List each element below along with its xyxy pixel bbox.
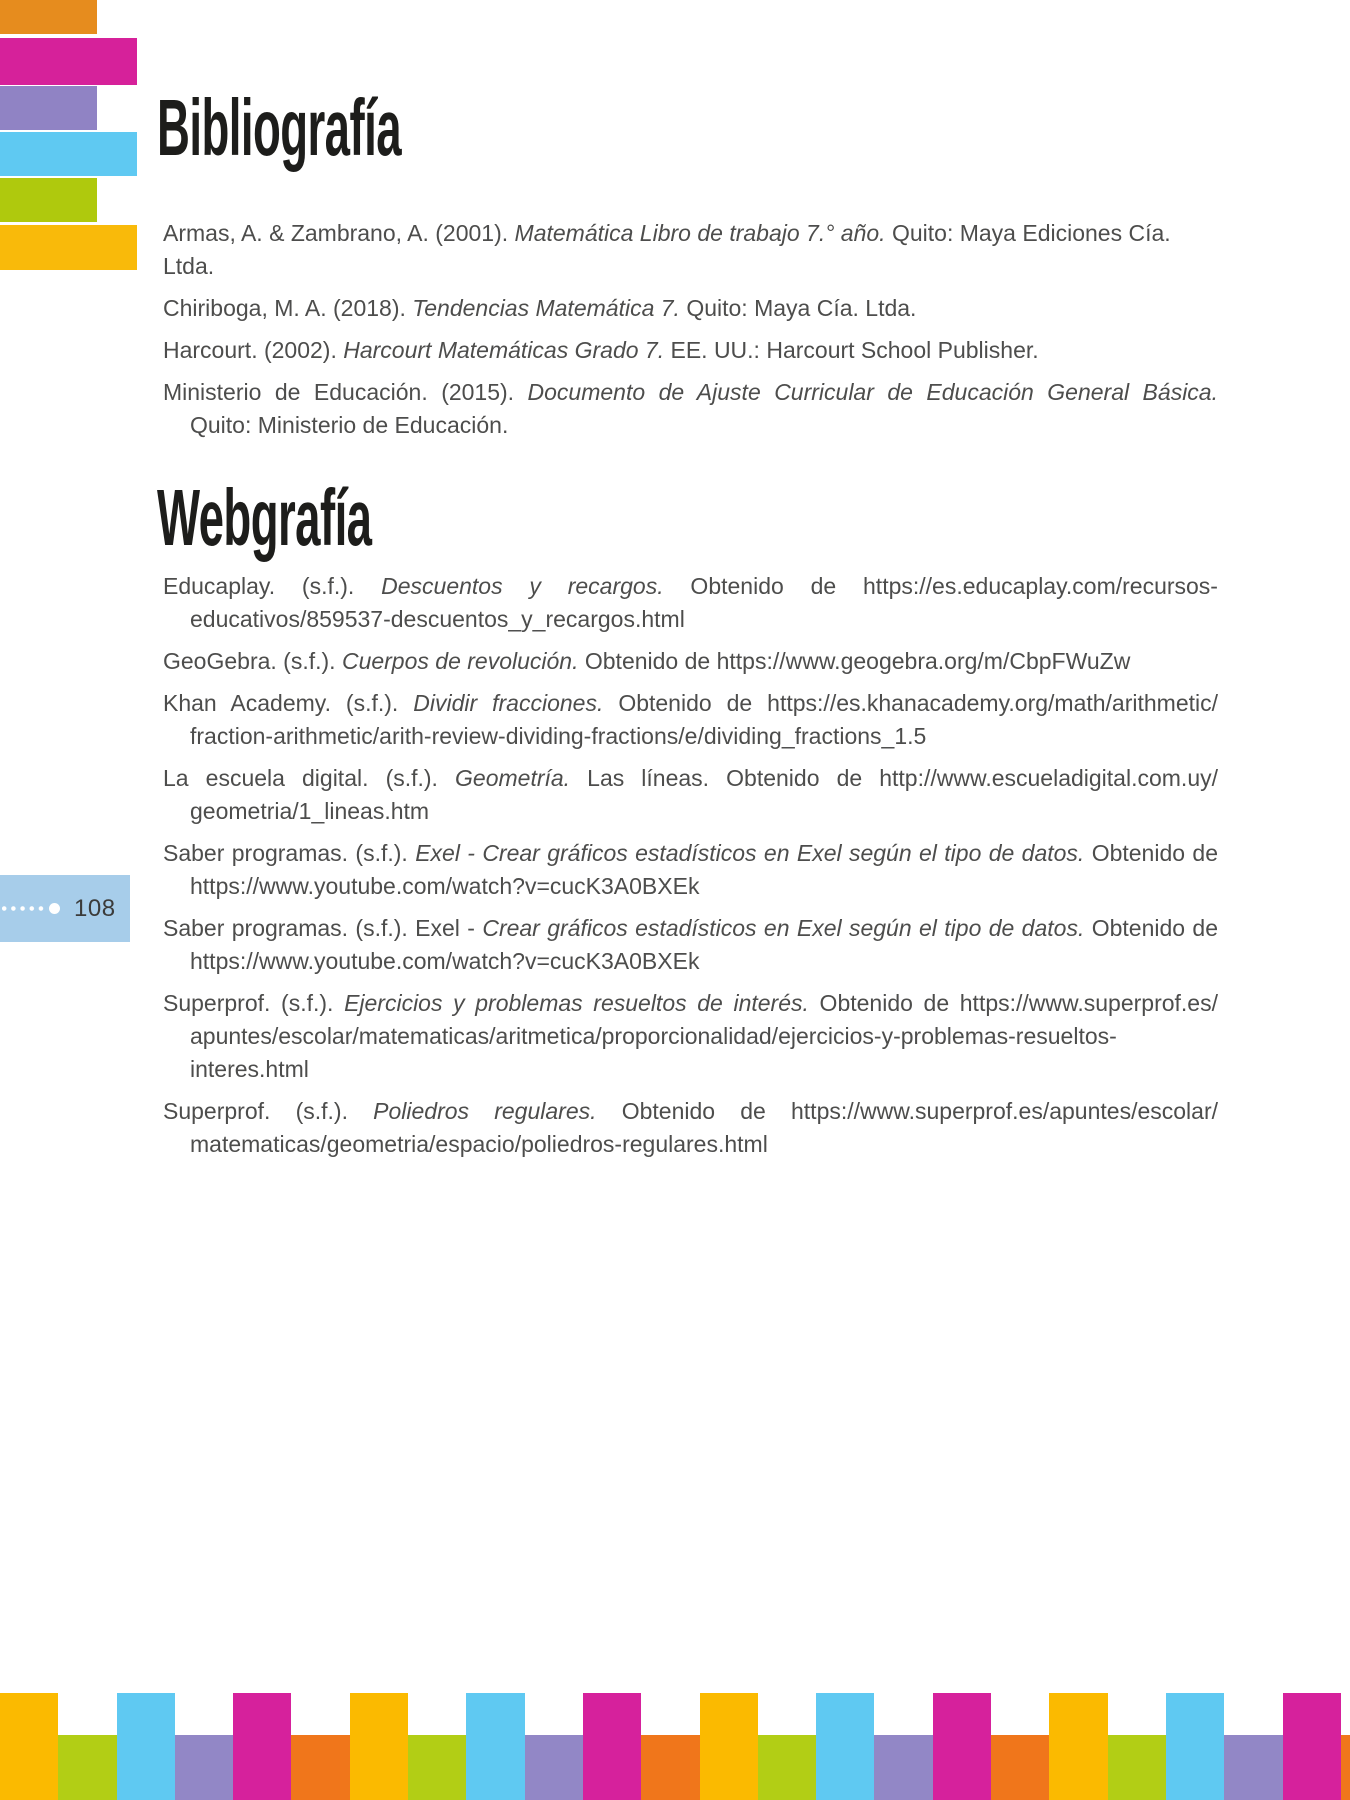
reference-title-italic: Poliedros regulares. [373, 1098, 597, 1124]
reference-title-italic: Geometría. [455, 765, 571, 791]
reference-text: Obtenido de [1084, 840, 1218, 866]
reference-entry [163, 376, 1218, 442]
reference-line [163, 409, 1218, 442]
footer-bar-short [175, 1735, 233, 1800]
reference-text: Obtenido de [1084, 915, 1219, 941]
reference-entry [163, 292, 1218, 325]
footer-color-bars [0, 1693, 1350, 1800]
reference-title-italic: Tendencias Matemática 7. [412, 295, 680, 321]
reference-entry [163, 912, 1218, 978]
reference-title-italic: Matemática Libro de trabajo 7.° año. [514, 220, 886, 246]
footer-bar-short [641, 1735, 699, 1800]
reference-entry [163, 570, 1218, 636]
reference-line [163, 870, 1218, 903]
reference-line [163, 217, 1218, 283]
bibliografia-heading: Bibliografía [157, 83, 401, 172]
reference-text: Ministerio de Educación. (2015). [163, 379, 528, 405]
footer-bar-tall [816, 1693, 874, 1800]
reference-title-italic: Ejercicios y problemas resueltos de interés. [344, 990, 809, 1016]
reference-text: Harcourt. (2002). [163, 337, 344, 363]
reference-entry [163, 334, 1218, 367]
reference-line [163, 1095, 1218, 1128]
corner-bar-purple [0, 86, 97, 130]
footer-bar-tall [233, 1693, 291, 1800]
reference-text: https://www.youtube.com/watch?v=cucK3A0BXEk [190, 948, 700, 974]
footer-bar-short [525, 1735, 583, 1800]
footer-bar-tall [117, 1693, 175, 1800]
reference-title-italic: Dividir fracciones. [413, 690, 604, 716]
footer-bar-short [58, 1735, 116, 1800]
webgrafia-heading: Webgrafía [157, 473, 372, 562]
reference-line [163, 795, 1218, 828]
reference-text: Quito: Maya Ediciones Cía. Ltda. [163, 220, 1171, 279]
reference-entry [163, 987, 1218, 1086]
footer-bar-short [991, 1735, 1049, 1800]
footer-bar-tall [700, 1693, 758, 1800]
dotted-leader [2, 906, 48, 911]
footer-bar-tall [583, 1693, 641, 1800]
footer-bar-tall [933, 1693, 991, 1800]
page-number: 108 [74, 894, 116, 922]
reference-entry [163, 645, 1218, 678]
footer-bar-tall [1049, 1693, 1107, 1800]
reference-line [163, 987, 1218, 1020]
reference-text: matematicas/geometria/espacio/poliedros-regulares.html [190, 1131, 768, 1157]
footer-bar-short [1108, 1735, 1166, 1800]
footer-bar-short [758, 1735, 816, 1800]
reference-text: EE. UU.: Harcourt School Publisher. [664, 337, 1039, 363]
reference-text: Obtenido de https://es.educaplay.com/recursos- [663, 573, 1218, 599]
reference-text: Saber programas. (s.f.). Exel - [163, 915, 483, 941]
reference-text: apuntes/escolar/matematicas/aritmetica/proporcionalidad/ejercicios-y-problemas-resueltos- [190, 1023, 1117, 1049]
reference-title-italic: Descuentos y recargos. [381, 573, 664, 599]
reference-line [163, 570, 1218, 603]
reference-line [163, 1128, 1218, 1161]
reference-text: Quito: Ministerio de Educación. [190, 412, 509, 438]
leader-end-dot [49, 903, 60, 914]
reference-line [163, 945, 1218, 978]
reference-text: Obtenido de https://www.superprof.es/apuntes/escolar/ [596, 1098, 1218, 1124]
corner-bar-yellow [0, 225, 137, 270]
reference-text: Superprof. (s.f.). [163, 990, 345, 1016]
footer-bar-tall [350, 1693, 408, 1800]
reference-line [163, 687, 1218, 720]
webgrafia-entries [163, 570, 1218, 1170]
bibliografia-entries [163, 217, 1218, 451]
reference-text: Quito: Maya Cía. Ltda. [679, 295, 917, 321]
reference-line [163, 837, 1218, 870]
footer-bar-tall [1166, 1693, 1224, 1800]
reference-line [163, 376, 1218, 409]
reference-line [163, 292, 1218, 325]
reference-entry [163, 837, 1218, 903]
reference-entry [163, 1095, 1218, 1161]
corner-bar-green [0, 178, 97, 222]
reference-text: La escuela digital. (s.f.). [163, 765, 456, 791]
corner-bar-blue [0, 132, 137, 176]
reference-line [163, 645, 1218, 678]
reference-title-italic: Exel - Crear gráficos estadísticos en Exel según el tipo de datos. [415, 840, 1085, 866]
reference-text: Obtenido de https://www.superprof.es/ [808, 990, 1218, 1016]
footer-bar-short [291, 1735, 349, 1800]
footer-bar-short [1224, 1735, 1282, 1800]
reference-line [163, 1053, 1218, 1086]
reference-text: GeoGebra. (s.f.). [163, 648, 342, 674]
reference-title-italic: Harcourt Matemáticas Grado 7. [343, 337, 665, 363]
reference-line [163, 603, 1218, 636]
footer-bar-short [874, 1735, 932, 1800]
reference-text: educativos/859537-descuentos_y_recargos.html [190, 606, 685, 632]
reference-entry [163, 687, 1218, 753]
reference-entry [163, 217, 1218, 283]
reference-text: fraction-arithmetic/arith-review-dividing-fractions/e/dividing_fractions_1.5 [190, 723, 927, 749]
reference-title-italic: Crear gráficos estadísticos en Exel según el tipo de datos. [482, 915, 1085, 941]
reference-text: Saber programas. (s.f.). [163, 840, 416, 866]
reference-line [163, 762, 1218, 795]
reference-text: Khan Academy. (s.f.). [163, 690, 414, 716]
footer-bar-tall [1283, 1693, 1341, 1800]
footer-bar-short [1341, 1735, 1350, 1800]
reference-title-italic: Cuerpos de revolución. [341, 648, 579, 674]
reference-text: Educaplay. (s.f.). [163, 573, 382, 599]
footer-bar-tall [0, 1693, 58, 1800]
corner-bar-orange [0, 0, 97, 34]
reference-text: Chiriboga, M. A. (2018). [163, 295, 413, 321]
reference-text: geometria/1_lineas.htm [190, 798, 430, 824]
footer-bar-short [408, 1735, 466, 1800]
reference-title-italic: Documento de Ajuste Curricular de Educación General Básica. [527, 379, 1218, 405]
corner-bar-magenta [0, 38, 137, 85]
reference-text: Las líneas. Obtenido de http://www.escueladigital.com.uy/ [570, 765, 1218, 791]
reference-text: interes.html [190, 1056, 309, 1082]
reference-text: https://www.youtube.com/watch?v=cucK3A0BXEk [190, 873, 700, 899]
reference-line [163, 334, 1218, 367]
reference-text: Obtenido de https://es.khanacademy.org/math/arithmetic/ [603, 690, 1219, 716]
reference-line [163, 912, 1218, 945]
reference-text: Superprof. (s.f.). [163, 1098, 374, 1124]
reference-entry [163, 762, 1218, 828]
page-number-badge [0, 875, 130, 942]
reference-text: Obtenido de https://www.geogebra.org/m/CbpFWuZw [578, 648, 1131, 674]
footer-bar-tall [466, 1693, 524, 1800]
reference-line [163, 720, 1218, 753]
reference-line [163, 1020, 1218, 1053]
reference-text: Armas, A. & Zambrano, A. (2001). [163, 220, 515, 246]
